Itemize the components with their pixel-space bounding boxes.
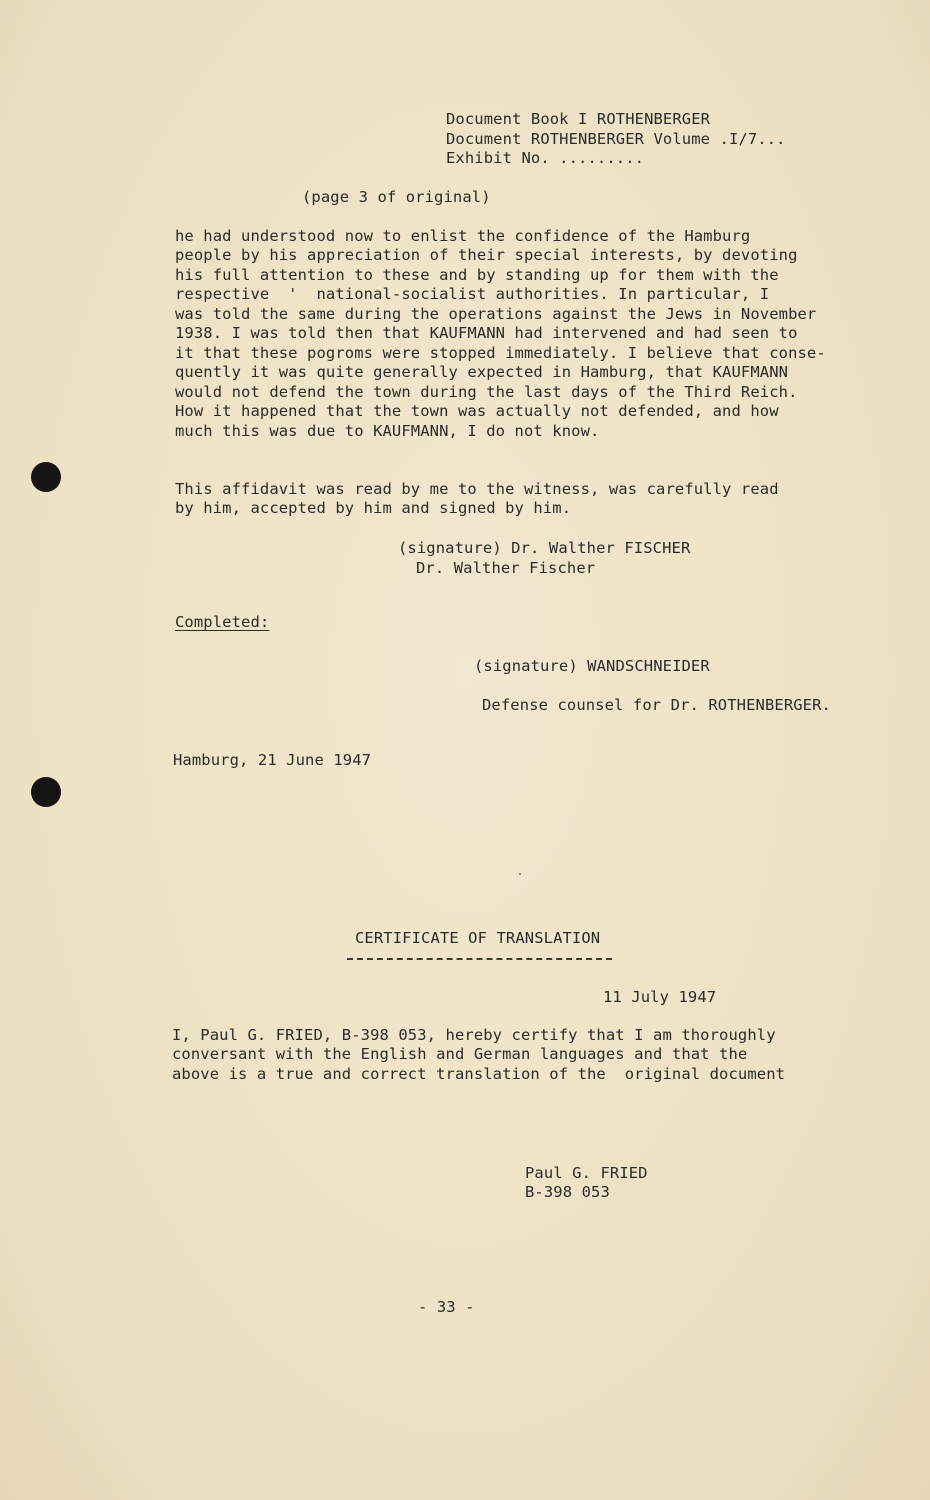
body-line: it that these pogroms were stopped immediately. I believe that conse- [175, 344, 826, 362]
certificate-line: conversant with the English and German languages and that the [172, 1045, 748, 1063]
certificate-line: above is a true and correct translation of the original document [172, 1065, 786, 1083]
header-document-book: Document Book I ROTHENBERGER [446, 110, 711, 128]
body-line: respective ' national-socialist authorities. In particular, I [175, 285, 770, 303]
page-number: - 33 - [418, 1298, 475, 1316]
counsel-signature-note: (signature) WANDSCHNEIDER [474, 657, 710, 675]
punch-hole-top [31, 462, 61, 492]
witness-signature-name: Dr. Walther Fischer [416, 559, 596, 577]
punch-hole-bottom [31, 777, 61, 807]
header-document-volume: Document ROTHENBERGER Volume .I/7... [446, 130, 786, 148]
body-line: How it happened that the town was actually not defended, and how [175, 402, 779, 420]
body-line: people by his appreciation of their special interests, by devoting [175, 246, 798, 264]
paper-speck [519, 873, 521, 875]
place-date: Hamburg, 21 June 1947 [173, 751, 372, 769]
body-line: he had understood now to enlist the confidence of the Hamburg [175, 227, 751, 245]
body-line: much this was due to KAUFMANN, I do not know. [175, 422, 600, 440]
header-exhibit: Exhibit No. ......... [446, 149, 645, 167]
affidavit-line: by him, accepted by him and signed by him. [175, 499, 572, 517]
body-line: would not defend the town during the last days of the Third Reich. [175, 383, 798, 401]
translator-id: B-398 053 [525, 1183, 610, 1201]
body-line: 1938. I was told then that KAUFMANN had intervened and had seen to [175, 324, 798, 342]
body-line: quently it was quite generally expected in Hamburg, that KAUFMANN [175, 363, 789, 381]
certificate-line: I, Paul G. FRIED, B-398 053, hereby certify that I am thoroughly [172, 1026, 776, 1044]
translator-name: Paul G. FRIED [525, 1164, 648, 1182]
certificate-title-rule [347, 958, 612, 960]
certificate-title: CERTIFICATE OF TRANSLATION [355, 929, 601, 947]
body-line: his full attention to these and by standing up for them with the [175, 266, 779, 284]
witness-signature-note: (signature) Dr. Walther FISCHER [398, 539, 691, 557]
affidavit-line: This affidavit was read by me to the witness, was carefully read [175, 480, 779, 498]
certificate-date: 11 July 1947 [603, 988, 717, 1006]
body-line: was told the same during the operations against the Jews in November [175, 305, 817, 323]
completed-label: Completed: [175, 613, 270, 631]
counsel-signature-title: Defense counsel for Dr. ROTHENBERGER. [482, 696, 831, 714]
page-marker: (page 3 of original) [302, 188, 491, 206]
